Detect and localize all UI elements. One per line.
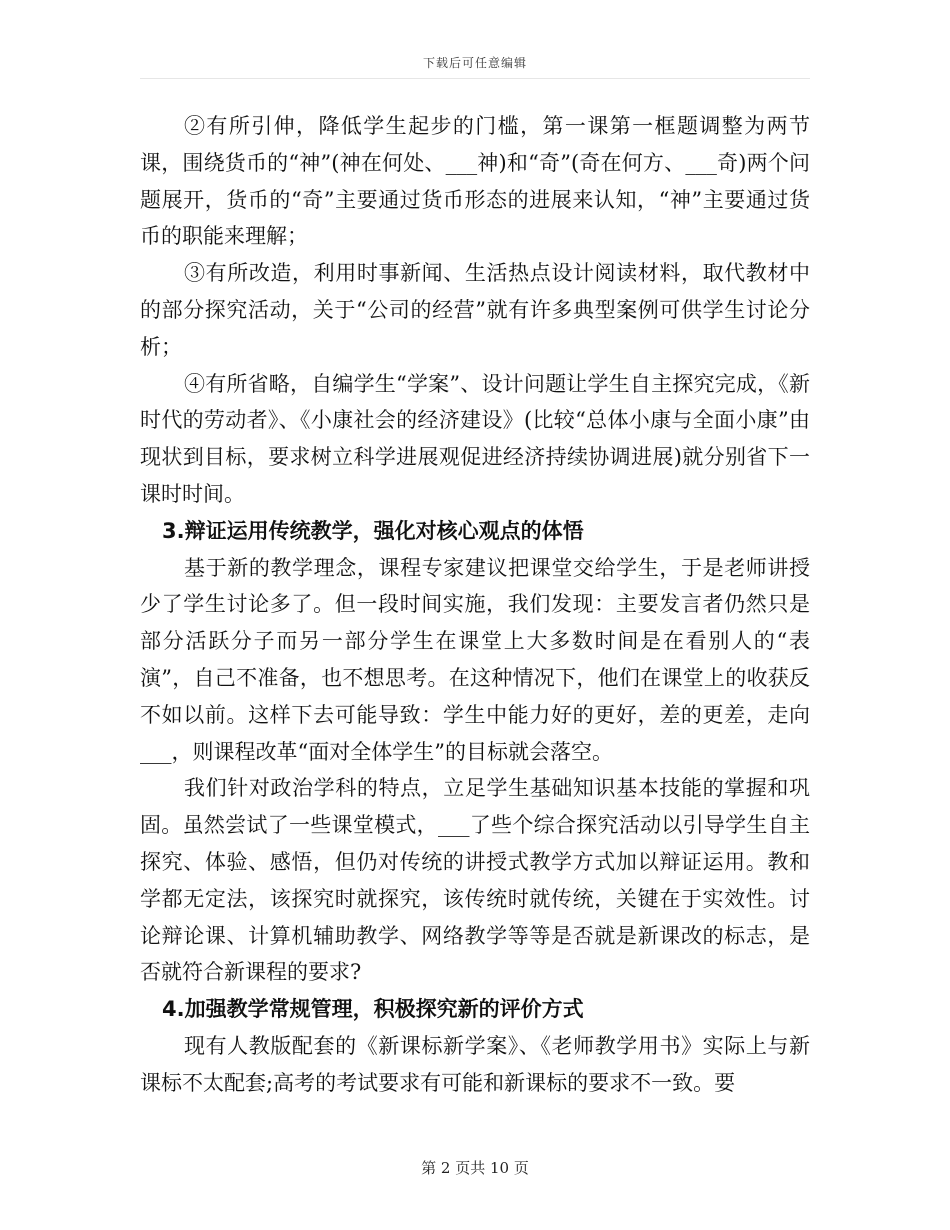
paragraph-2: ③有所改造，利用时事新闻、生活热点设计阅读材料，取代教材中的部分探究活动，关于“公司的经营”就有许多典型案例可供学生讨论分析； [140, 261, 810, 359]
page-header: 下载后可任意编辑 [422, 56, 527, 70]
section-heading-4: 4.加强教学常规管理，积极探究新的评价方式 [162, 997, 584, 1022]
paragraph-3: ④有所省略，自编学生“学案”、设计问题让学生自主探究完成，《新时代的劳动者》、《小康社会的经济建设》(比较“总体小康与全面小康”由现状到目标，要求树立科学进展观促进经济持续协调进展)就分别省下一课时时间。 [140, 371, 810, 506]
paragraph-1: ②有所引伸，降低学生起步的门槛，第一课第一框题调整为两节课，围绕货币的“神”(神在何处、___神)和“奇”(奇在何方、___奇)两个问题展开，货币的“奇”主要通过货币形态的进展来认知，“神”主要通过货币的职能来理解； [140, 114, 810, 249]
paragraph-4: 基于新的教学理念，课程专家建议把课堂交给学生，于是老师讲授少了学生讨论多了。但一段时间实施，我们发现：主要发言者仍然只是部分活跃分子而另一部分学生在课堂上大多数时间是在看别人的“表演”，自己不准备，也不想思考。在这种情况下，他们在课堂上的收获反不如以前。这样下去可能导致：学生中能力好的更好，差的更差，走向___，则课程改革“面对全体学生”的目标就会落空。 [140, 555, 810, 764]
paragraph-5: 我们针对政治学科的特点，立足学生基础知识基本技能的掌握和巩固。虽然尝试了一些课堂模式，___了些个综合探究活动以引导学生自主探究、体验、感悟，但仍对传统的讲授式教学方式加以辩证运用。教和学都无定法，该探究时就探究，该传统时就传统，关键在于实效性。讨论辩论课、计算机辅助教学、网络教学等等是否就是新课改的标志，是否就符合新课程的要求? [140, 776, 810, 985]
section-heading-3: 3.辩证运用传统教学，强化对核心观点的体悟 [162, 518, 584, 543]
page-footer: 第 2 页共 10 页 [421, 1159, 529, 1177]
header-divider [140, 78, 810, 79]
document-body [140, 108, 810, 1102]
paragraph-6: 现有人教版配套的《新课标新学案》、《老师教学用书》实际上与新课标不太配套;高考的考试要求有可能和新课标的要求不一致。要 [140, 1033, 810, 1095]
